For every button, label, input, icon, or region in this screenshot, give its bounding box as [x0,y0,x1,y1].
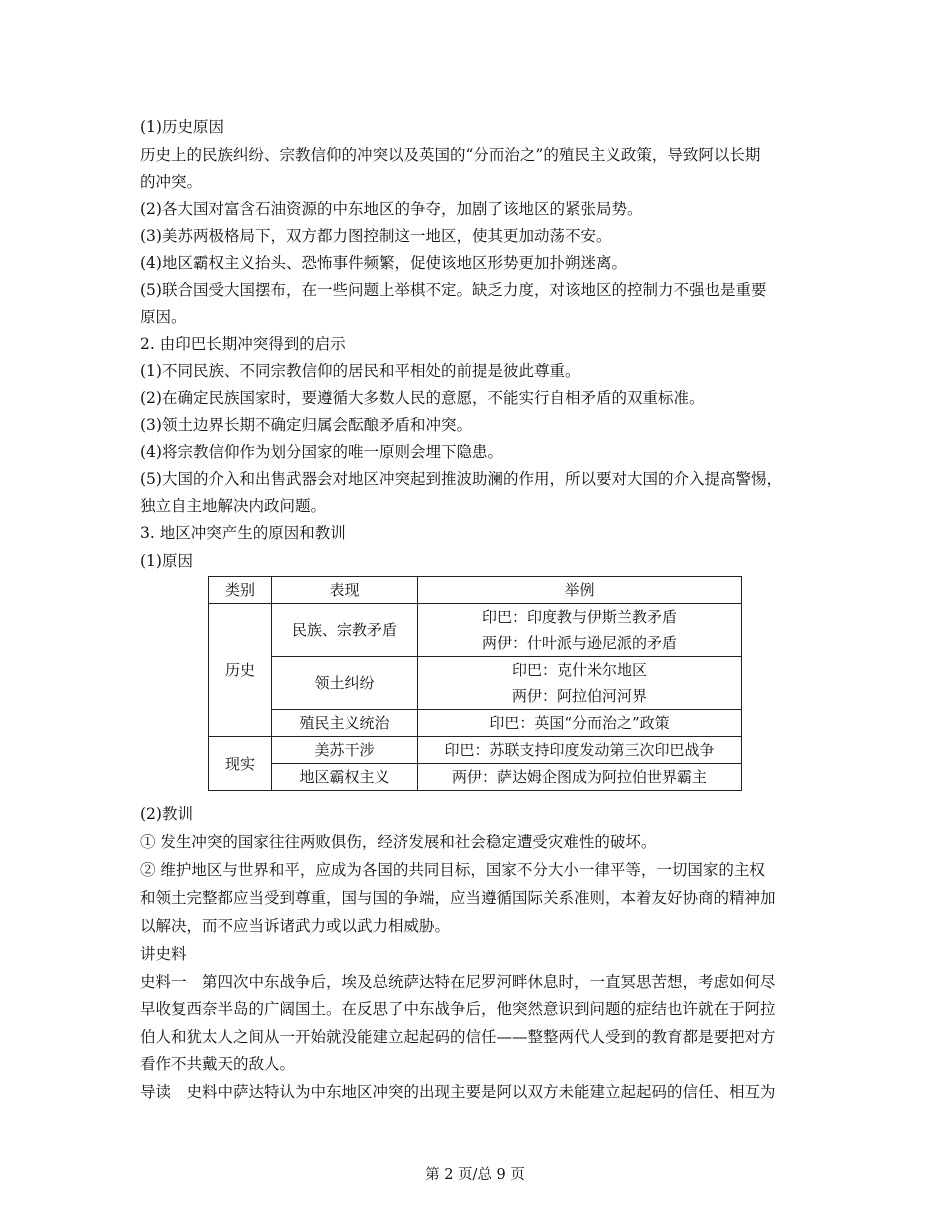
text-line: 看作不共戴天的敌人。 [140,1055,296,1073]
heading-history-cause: (1)历史原因 [140,118,224,136]
section-heading-sources: 讲史料 [140,945,187,963]
performance-cell: 地区霸权主义 [272,764,418,791]
subheading-lessons: (2)教训 [140,805,193,823]
table-header-row [209,577,742,604]
text-line: 以解决，而不应当诉诸武力或以武力相威胁。 [140,917,451,935]
text-line: 早收复西奈半岛的广阔国土。在反思了中东战争后，他突然意识到问题的症结也许就在于阿拉 [140,1000,776,1018]
table-row [209,737,742,764]
text-line: 的冲突。 [140,173,203,191]
text-line: (3)领土边界长期不确定归属会酝酿矛盾和冲突。 [140,416,472,434]
causes-table [208,576,742,791]
performance-cell: 殖民主义统治 [272,710,418,737]
example-cell: 两伊：萨达姆企图成为阿拉伯世界霸主 [418,764,742,791]
text-line: 独立自主地解决内政问题。 [140,497,327,515]
text-line: 伯人和犹太人之间从一开始就没能建立起起码的信任——整整两代人受到的教育都是要把对方 [140,1028,776,1046]
text-line: (3)美苏两极格局下，双方都力图控制这一地区，使其更加动荡不安。 [140,227,612,245]
text-line: 导读 史料中萨达特认为中东地区冲突的出现主要是阿以双方未能建立起起码的信任、相互为 [140,1083,776,1101]
text-line: ② 维护地区与世界和平，应成为各国的共同目标，国家不分大小一律平等，一切国家的主权 [140,861,765,879]
text-line: (4)将宗教信仰作为划分国家的唯一原则会埋下隐患。 [140,443,503,461]
page-number: 第 2 页/总 9 页 [425,1167,525,1183]
example-cell: 印巴：克什米尔地区 两伊：阿拉伯河河界 [418,657,742,710]
text-line: ① 发生冲突的国家往往两败俱伤，经济发展和社会稳定遭受灾难性的破坏。 [140,833,657,851]
example-cell: 印巴：英国“分而治之”政策 [418,710,742,737]
table-row [209,657,742,710]
performance-cell: 美苏干涉 [272,737,418,764]
text-line: (2)在确定民族国家时，要遵循大多数人民的意愿，不能实行自相矛盾的双重标准。 [140,389,705,407]
header-performance: 表现 [272,577,418,604]
performance-cell: 领土纠纷 [272,657,418,710]
table-row [209,710,742,737]
text-line: (2)各大国对富含石油资源的中东地区的争夺，加剧了该地区的紧张局势。 [140,200,643,218]
text-line: 原因。 [140,308,187,326]
section-heading-2: 2. 由印巴长期冲突得到的启示 [140,335,346,353]
performance-cell: 民族、宗教矛盾 [272,604,418,657]
text-line: (5)大国的介入和出售武器会对地区冲突起到推波助澜的作用，所以要对大国的介入提高警惕， [140,470,782,488]
table-row [209,604,742,657]
example-cell: 印巴：印度教与伊斯兰教矛盾 两伊：什叶派与逊尼派的矛盾 [418,604,742,657]
category-history: 历史 [209,604,272,737]
subheading-causes: (1)原因 [140,552,193,570]
text-line: (5)联合国受大国摆布，在一些问题上举棋不定。缺乏力度，对该地区的控制力不强也是重要 [140,281,767,299]
header-example: 举例 [418,577,742,604]
text-line: 史料一 第四次中东战争后，埃及总统萨达特在尼罗河畔休息时，一直冥思苦想，考虑如何尽 [140,973,776,991]
example-cell: 印巴：苏联支持印度发动第三次印巴战争 [418,737,742,764]
text-line: (4)地区霸权主义抬头、恐怖事件频繁，促使该地区形势更加扑朔迷离。 [140,254,627,272]
text-line: 和领土完整都应当受到尊重，国与国的争端，应当遵循国际关系准则，本着友好协商的精神加 [140,889,776,907]
text-line: 历史上的民族纠纷、宗教信仰的冲突以及英国的“分而治之”的殖民主义政策，导致阿以长期 [140,146,761,164]
table-row [209,764,742,791]
header-category: 类别 [209,577,272,604]
category-reality: 现实 [209,737,272,791]
section-heading-3: 3. 地区冲突产生的原因和教训 [140,524,346,542]
text-line: (1)不同民族、不同宗教信仰的居民和平相处的前提是彼此尊重。 [140,362,581,380]
